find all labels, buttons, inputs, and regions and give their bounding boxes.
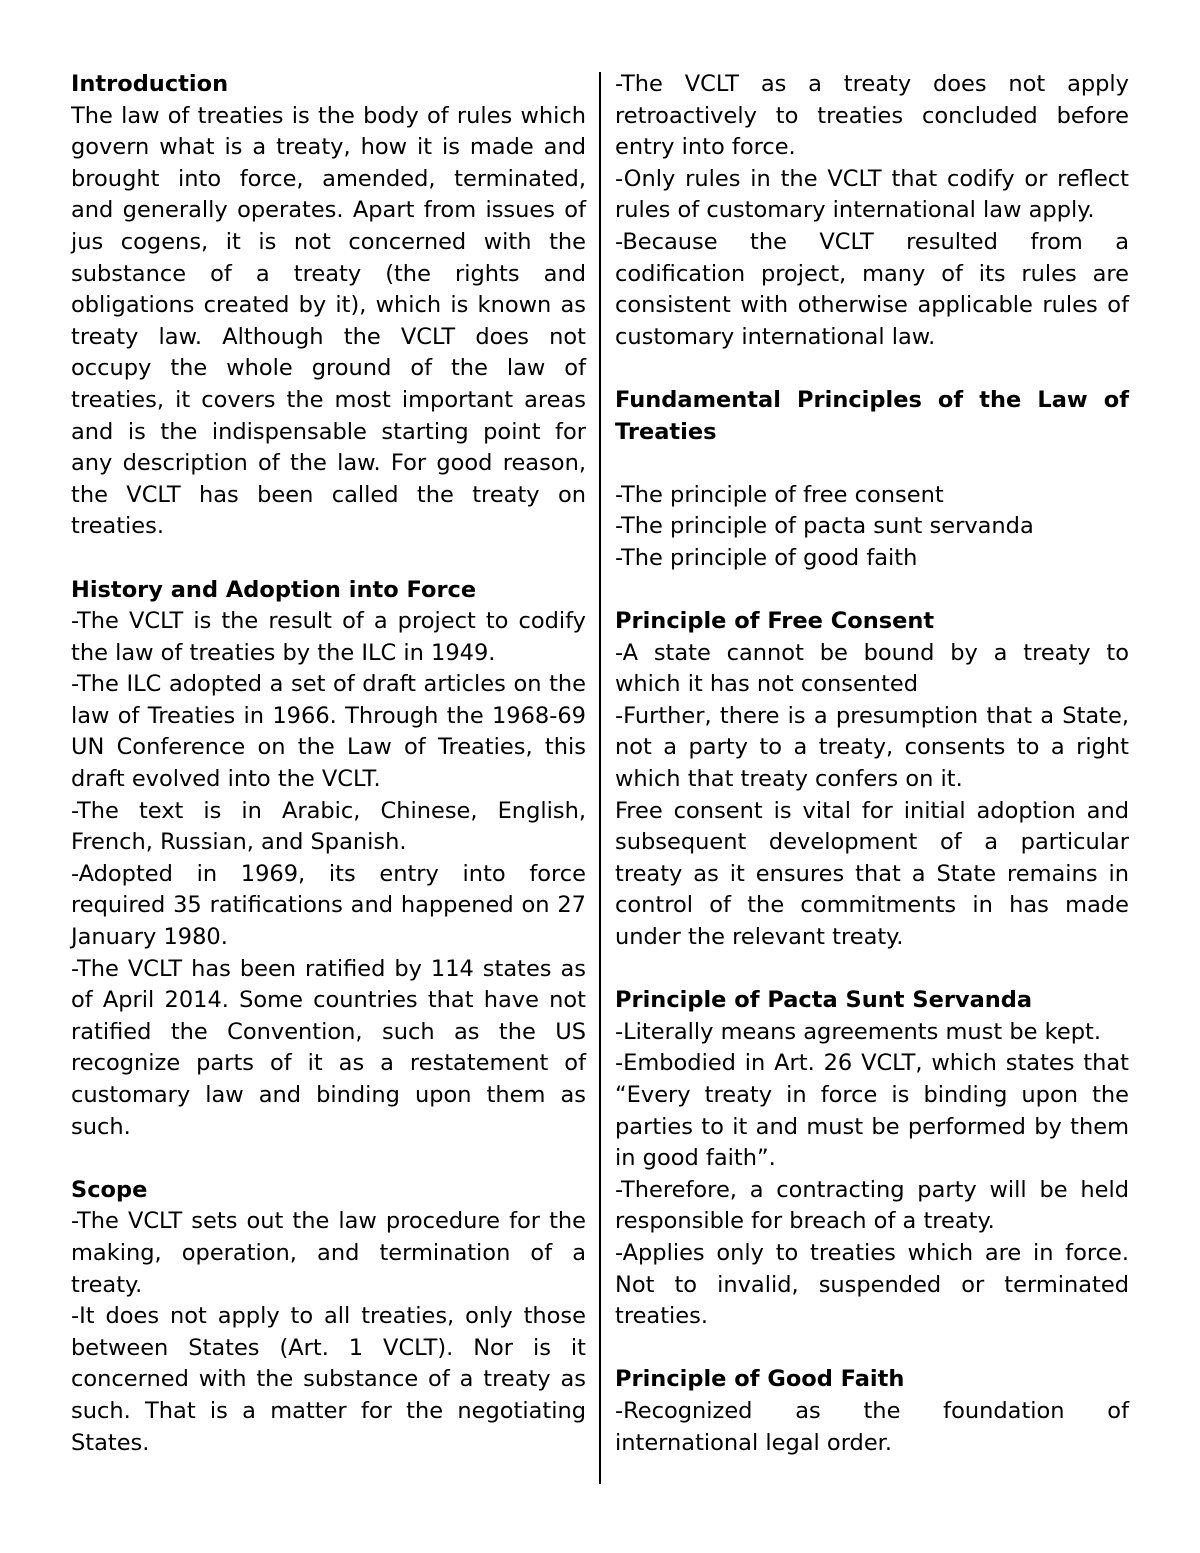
principle-list-item: -The principle of good faith (615, 544, 918, 571)
scope-continued-section (615, 69, 1129, 353)
pacta-item: -Embodied in Art. 26 VCLT, which states that “Every treaty in force is binding upon the parties to it and must be performed by them in good faith”. (615, 1050, 1129, 1172)
free-consent-item: -A state cannot be bound by a treaty to which it has not consented (615, 639, 1129, 698)
good-faith-heading: Principle of Good Faith (615, 1366, 905, 1393)
pacta-item: -Therefore, a contracting party will be held responsible for breach of a treaty. (615, 1176, 1129, 1235)
free-consent-section (615, 606, 1129, 954)
principle-list-item: -The principle of free consent (615, 481, 944, 508)
scope-heading: Scope (71, 1176, 148, 1203)
blank-line (615, 448, 1129, 480)
scope-item: -The VCLT sets out the law procedure for the making, operation, and termination of a treaty. (71, 1208, 586, 1298)
scope-section (71, 1175, 586, 1459)
pacta-heading: Principle of Pacta Sunt Servanda (615, 987, 1033, 1014)
history-item: -The text is in Arabic, Chinese, English, French, Russian, and Spanish. (71, 797, 586, 856)
scope-item: -Because the VCLT resulted from a codification project, many of its rules are consistent with otherwise applicable rules of customary international law. (615, 228, 1129, 350)
scope-item: -The VCLT as a treaty does not apply retroactively to treaties concluded before entry into force. (615, 71, 1129, 161)
history-heading: History and Adoption into Force (71, 576, 477, 603)
introduction-paragraph: The law of treaties is the body of rules which govern what is a treaty, how it is made and brought into force, amended, terminated, and generally operates. Apart from issues of jus cogens, it is not concerned with the substance of a treaty (the rights and obligations created by it), which is known as treaty law. Although the VCLT does not occupy the whole ground of the law of treaties, it covers the most important areas and is the indispensable starting point for any description of the law. For good reason, the VCLT has been called the treaty on treaties. (71, 102, 586, 540)
scope-item: -It does not apply to all treaties, only those between States (Art. 1 VCLT). Nor is it concerned with the substance of a treaty as such. That is a matter for the negotiating States. (71, 1303, 586, 1456)
scope-item: -Only rules in the VCLT that codify or reflect rules of customary international law apply. (615, 165, 1129, 224)
history-item: -The VCLT is the result of a project to codify the law of treaties by the ILC in 1949. (71, 608, 586, 666)
history-section (71, 575, 586, 1144)
pacta-item: -Applies only to treaties which are in force. Not to invalid, suspended or terminated treaties. (615, 1239, 1129, 1330)
good-faith-section (615, 1364, 1129, 1459)
left-column (71, 69, 586, 1459)
right-column (615, 69, 1129, 1459)
pacta-item: -Literally means agreements must be kept. (615, 1018, 1101, 1045)
fundamental-principles-section (615, 385, 1129, 575)
introduction-section (71, 69, 586, 543)
column-divider (599, 72, 601, 1484)
good-faith-item: -Recognized as the foundation of international legal order. (615, 1397, 1129, 1456)
principle-list-item: -The principle of pacta sunt servanda (615, 513, 1034, 540)
history-item: -Adopted in 1969, its entry into force required 35 ratifications and happened on 27 January 1980. (71, 860, 586, 951)
free-consent-heading: Principle of Free Consent (615, 608, 935, 635)
history-item: -The ILC adopted a set of draft articles on the law of Treaties in 1966. Through the 1968-69 UN Conference on the Law of Treaties, this draft evolved into the VCLT. (71, 671, 586, 793)
pacta-section (615, 985, 1129, 1333)
free-consent-item: Free consent is vital for initial adoption and subsequent development of a particular treaty as it ensures that a State remains in control of the commitments in has made under the relevant treaty. (615, 797, 1129, 951)
history-item: -The VCLT has been ratified by 114 states as of April 2014. Some countries that have not ratified the Convention, such as the US recognize parts of it as a restatement of customary law and binding upon them as such. (71, 955, 586, 1140)
introduction-heading: Introduction (71, 71, 229, 97)
free-consent-item: -Further, there is a presumption that a State, not a party to a treaty, consents to a right which that treaty confers on it. (615, 702, 1129, 793)
fundamental-principles-heading: Fundamental Principles of the Law of Treaties (615, 386, 1129, 445)
